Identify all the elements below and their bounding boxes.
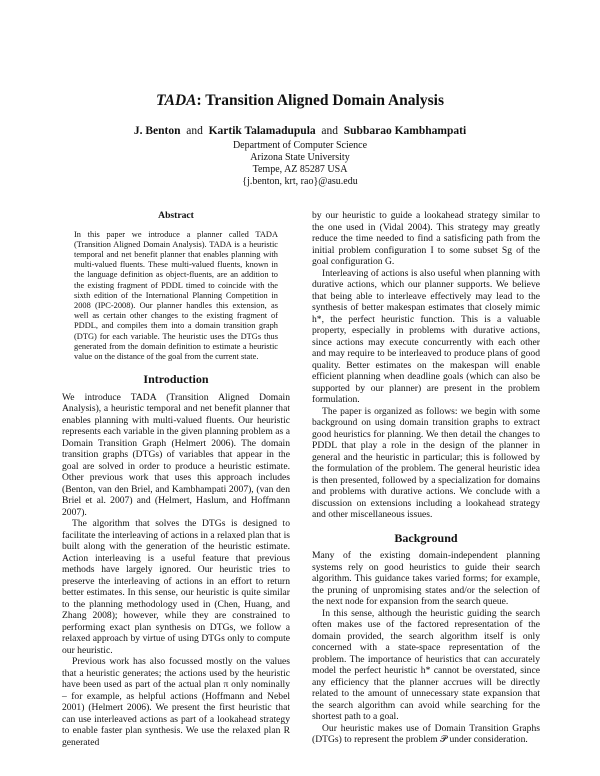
intro-paragraph: The algorithm that solves the DTGs is designed to facilitate the interleaving of actions in a relaxed plan that is built along with the generation of the heuristic estimate. Action interleaving is a useful feature that previous methods have largely ignored. Our heuristic tries to preserve the interleaving of actions in an effort to return better estimates. In this sense, our heuristic is quite similar to the planning methodology used in (Chen, Huang, and Zhang 2008); however, while they are constrained to performing exact plan synthesis on DTGs, we follow a relaxed approach by virtue of using DTGs only to compute our heuristic. [62, 518, 290, 656]
introduction-heading: Introduction [143, 372, 209, 387]
author-list [0, 125, 600, 137]
background-paragraph: Many of the existing domain-independent planning systems rely on good heuristics to guide their search algorithm. This guidance takes varied forms; for example, the pruning of unpromising states and/or the selection of the next node for expansion from the search queue. [312, 550, 540, 607]
intro-paragraph: Interleaving of actions is also useful when planning with durative actions, which our planner supports. We believe that being able to interleave effectively may lead to the synthesis of better makespan estimates that closely mimic h*, the perfect heuristic function. This is a valuable property, especially in problems with durative actions, since actions may execute concurrently with each other and may require to be interleaved to produce plans of good quality. Better estimates on the makespan will enable efficient planning when deadline goals (which can also be supported by our planner) are present in the problem formulation. [312, 267, 540, 405]
intro-paragraph: by our heuristic to guide a lookahead strategy similar to the one used in (Vidal 2004). This strategy may greatly reduce the time needed to find a satisficing path from the initial problem configuration I to some subset Sg of the goal configuration G. [312, 210, 540, 267]
title-rest: : Transition Aligned Domain Analysis [196, 92, 444, 109]
background-paragraph: In this sense, although the heuristic guiding the search often makes use of the factored representation of the domain provided, the search algorithm itself is only concerned with a state-space representation of the problem. The importance of heuristics that can accurately model the perfect heuristic h* cannot be overstated, since any efficiency that the planner accrues will be directly related to the amount of unnecessary state expansion that the search algorithm can avoid while searching for the shortest path to a goal. [312, 607, 540, 722]
title-acronym: TADA [156, 92, 197, 109]
affiliation-block [0, 140, 600, 188]
intro-paragraph: Previous work has also focussed mostly on the values that a heuristic generates; the actions used by the heuristic have been used as part of the actual plan π only nominally – for example, as helpful actions (Hoffmann and Nebel 2001) (Helmert 2006). We present the first heuristic that can use interleaved actions as part of a lookahead strategy to enable faster plan synthesis. We use the relaxed plan R generated [62, 656, 290, 748]
abstract-body: In this paper we introduce a planner called TADA (Transition Aligned Domain Analysis). TADA is a heuristic temporal and net benefit planner that enables planning with multi-valued fluents. These multi-valued fluents, known in the language definition as object-fluents, are an addition to the existing fragment of PDDL timed to coincide with the sixth edition of the International Planning Competition in 2008 (IPC-2008). Our planner handles this extension, as well as certain other changes to the existing fragment of PDDL, and compiles them into a domain transition graph (DTG) for each variable. The heuristic uses the DTGs thus generated from the domain definition to estimate a heuristic value on the distance of the goal from the current state. [74, 229, 278, 361]
background-heading: Background [394, 530, 458, 545]
affiliation-line: Tempe, AZ 85287 USA [252, 164, 348, 175]
abstract-heading: Abstract [158, 210, 194, 221]
author-name: Subbarao Kambhampati [343, 125, 467, 137]
background-paragraph: Our heuristic makes use of Domain Transition Graphs (DTGs) to represent the problem 𝒫 under consideration. [312, 722, 540, 745]
paper-title [0, 92, 600, 110]
affiliation-line: Arizona State University [250, 152, 350, 163]
right-column [312, 210, 540, 746]
author-emails: {j.benton, krt, rao}@asu.edu [242, 176, 358, 187]
author-conjunction: and [186, 125, 203, 137]
left-column [62, 210, 290, 748]
affiliation-line: Department of Computer Science [232, 140, 368, 151]
intro-paragraph: The paper is organized as follows: we begin with some background on using domain transition graphs to extract good heuristics for planning. We then detail the changes to PDDL that play a role in the design of the planner in general and the heuristic in particular; this is followed by the formulation of the problem. The general heuristic idea is then presented, followed by a specialization for domains and problems with durative actions. We conclude with a discussion on extensions including a lookahead strategy and other miscellaneous issues. [312, 405, 540, 520]
author-conjunction: and [321, 125, 339, 137]
author-name: J. Benton [133, 125, 181, 137]
intro-paragraph: We introduce TADA (Transition Aligned Domain Analysis), a heuristic temporal and net benefit planner that enables planning with multi-valued fluents. Our heuristic represents each variable in the given planning problem as a Domain Transition Graph (Helmert 2006). The domain transition graphs (DTGs) of variables that appear in the goal are solved in order to produce a heuristic estimate. Other previous work that uses this approach includes (Benton, van den Briel, and Kambhampati 2007), (van den Briel et al. 2007) and (Helmert, Haslum, and Hoffmann 2007). [62, 391, 290, 518]
author-name: Kartik Talamadupula [208, 125, 316, 137]
